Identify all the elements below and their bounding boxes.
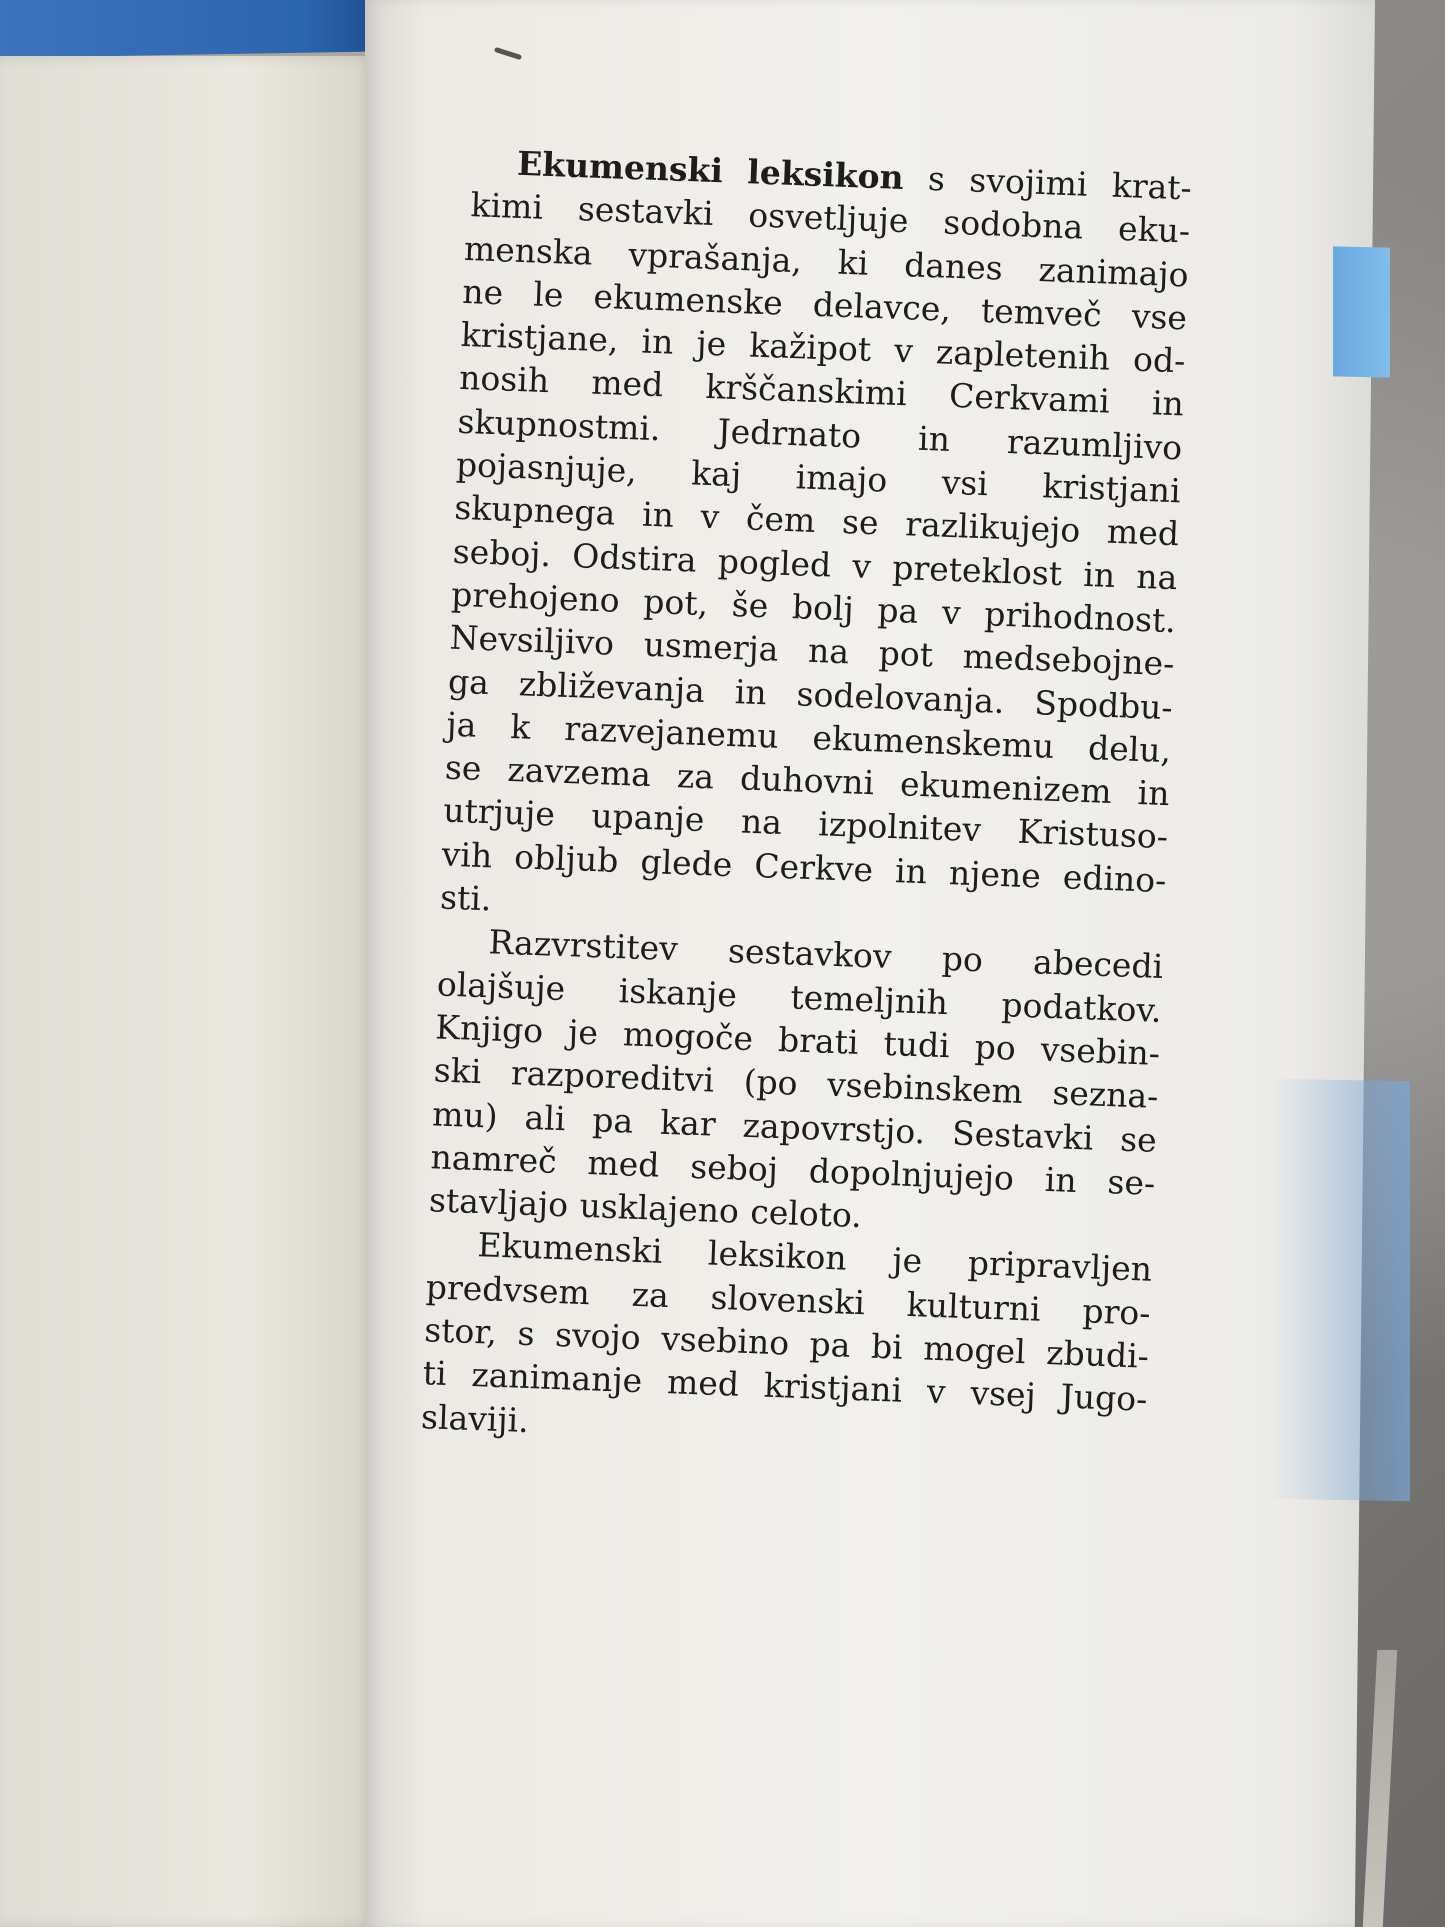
text-word: ekumenskemu — [811, 717, 1055, 766]
text-word: dopolnjujejo — [808, 1151, 1015, 1198]
text-word: k — [509, 706, 532, 747]
text-word: pot — [878, 633, 934, 675]
text-word: med — [666, 1362, 740, 1405]
text-word: Kristuso- — [1016, 812, 1169, 857]
text-word: zbudi- — [1045, 1333, 1150, 1376]
text-word: med — [586, 1142, 661, 1185]
text-word: se- — [1106, 1161, 1156, 1203]
text-word: in — [917, 418, 951, 459]
blue-glow-edge — [1270, 1079, 1410, 1501]
text-word: sezna- — [1051, 1073, 1160, 1117]
text-word: vprašanja, — [627, 234, 803, 280]
paragraph — [428, 919, 1164, 1248]
text-word: bi — [870, 1326, 904, 1367]
paragraph — [420, 1222, 1152, 1465]
text-word: in — [734, 671, 768, 712]
text-word: pripravljen — [967, 1243, 1153, 1290]
text-word: predvsem — [425, 1266, 591, 1312]
text-word: s — [516, 1313, 536, 1354]
text-word: kulturni — [906, 1284, 1042, 1329]
text-word: pot, — [642, 581, 709, 624]
text-word: zanimanje — [470, 1355, 643, 1401]
text-word: krat- — [1111, 165, 1193, 208]
text-word: Jugo- — [1059, 1376, 1148, 1420]
text-word: tudi — [882, 1023, 951, 1066]
text-word: med — [1106, 512, 1180, 554]
page-text — [419, 140, 1192, 1496]
text-word: prihodnost. — [983, 594, 1177, 641]
text-word: seboj. — [452, 531, 552, 574]
text-word: še — [731, 584, 770, 626]
text-word: olajšuje — [436, 964, 566, 1008]
text-word: namreč — [430, 1137, 558, 1181]
text-word: (po — [743, 1061, 799, 1103]
text-word: ekumenske — [592, 276, 784, 323]
text-word: ekumenizem — [899, 764, 1113, 812]
text-word: od- — [1132, 339, 1187, 381]
text-word: ski — [433, 1050, 483, 1092]
text-word: skupnostmi. — [456, 401, 662, 449]
text-word: pa — [876, 590, 919, 631]
text-word: na — [807, 631, 850, 672]
text-word: se — [841, 502, 880, 543]
text-word: Cerkve — [753, 845, 874, 890]
blue-book-edge — [0, 0, 380, 58]
text-word: iskanje — [618, 970, 738, 1015]
text-word: za — [676, 756, 715, 797]
text-word: stor, — [423, 1310, 498, 1352]
text-word: stavljajo — [428, 1180, 569, 1225]
text-word: sestavki — [577, 189, 715, 234]
text-word: upanje — [590, 796, 706, 840]
text-word: in — [1136, 773, 1171, 814]
text-word: se — [1119, 1119, 1158, 1160]
text-word: edino- — [1062, 857, 1168, 900]
text-word: ki — [837, 242, 870, 283]
text-word: duhovni — [739, 758, 875, 803]
text-word: kažipot — [748, 325, 872, 370]
text-word: mu) — [431, 1093, 499, 1136]
text-word: pojasnjuje, — [455, 444, 638, 491]
text-word: obljub — [513, 836, 620, 880]
text-word: izpolnitev — [817, 804, 982, 850]
text-word: in — [641, 495, 675, 536]
book-right-strip — [1363, 1650, 1398, 1927]
text-word: čem — [745, 498, 817, 541]
text-word: pogled — [717, 541, 832, 585]
text-word: njene — [948, 852, 1042, 896]
text-word: Knjigo — [434, 1007, 544, 1051]
text-word: razumljivo — [1006, 421, 1183, 468]
text-word: svojimi — [968, 160, 1089, 204]
text-word: in — [894, 850, 928, 892]
text-word: temeljnih — [789, 977, 949, 1022]
text-word: skupnega — [453, 488, 617, 534]
text-word: sestavkov — [727, 931, 893, 977]
text-word: po — [941, 939, 984, 980]
text-word: zbliževanja — [518, 663, 706, 710]
text-word: pa — [809, 1324, 852, 1365]
text-word: zavzema — [506, 750, 652, 795]
text-word: in — [1151, 383, 1185, 424]
text-word: celoto. — [749, 1192, 863, 1236]
text-word: ga — [447, 661, 490, 702]
text-word: pa — [591, 1099, 634, 1141]
text-word: na — [1135, 556, 1179, 597]
text-word: vsebino — [660, 1318, 790, 1363]
text-word: vsi — [941, 462, 989, 504]
text-word: danes — [903, 244, 1004, 288]
text-word: podatkov. — [1000, 984, 1163, 1030]
text-word: vse — [1131, 296, 1188, 338]
text-word: eku- — [1117, 209, 1191, 251]
bold-title-word: leksikon — [746, 152, 905, 197]
text-word: v — [699, 497, 721, 537]
text-word: Nevsiljivo — [449, 617, 615, 663]
text-word: utrjuje — [442, 791, 556, 835]
text-word: slaviji. — [420, 1396, 530, 1440]
text-word: in — [640, 321, 675, 362]
text-word: imajo — [795, 457, 889, 500]
text-word: Ekumenski — [476, 1225, 664, 1272]
text-word: usklajeno — [578, 1185, 740, 1231]
text-word: le — [532, 274, 565, 315]
text-word: zapovrstjo. — [741, 1105, 926, 1151]
text-word: se — [444, 747, 483, 789]
text-word: Jedrnato — [716, 411, 862, 456]
text-word: osvetljuje — [747, 195, 910, 241]
text-word: razvejanemu — [563, 708, 780, 756]
text-word: Sestavki — [951, 1112, 1095, 1158]
text-word: ja — [445, 704, 478, 745]
text-word: je — [567, 1012, 599, 1053]
text-word: kristjani — [1041, 466, 1182, 511]
text-word: v — [893, 330, 914, 371]
text-word: abecedi — [1032, 942, 1164, 987]
left-page — [0, 56, 375, 1927]
text-word: Cerkvami — [948, 376, 1111, 422]
text-word: temveč — [980, 290, 1103, 335]
text-word: leksikon — [707, 1233, 848, 1279]
text-word: zapletenih — [935, 332, 1111, 378]
text-word: vih — [441, 834, 493, 876]
text-word: razporeditvi — [510, 1053, 715, 1100]
text-word: menska — [463, 228, 594, 273]
text-word: kristjani — [763, 1366, 903, 1411]
text-word: pro- — [1081, 1291, 1152, 1333]
text-word: med — [590, 363, 664, 405]
text-word: zanimajo — [1037, 249, 1190, 295]
text-word: kar — [659, 1102, 717, 1144]
text-word: ali — [523, 1097, 567, 1138]
text-word: v — [851, 546, 872, 586]
text-word: razlikujejo — [904, 504, 1082, 551]
text-word: za — [631, 1274, 670, 1315]
text-word: vsebinskem — [826, 1065, 1024, 1112]
text-word: usmerja — [643, 625, 780, 669]
text-word: slovenski — [710, 1277, 866, 1323]
text-word: na — [740, 801, 783, 843]
text-word: sodelovanja. — [796, 673, 1006, 721]
text-word: je — [695, 323, 727, 364]
text-word: kristjane, — [460, 315, 620, 360]
text-word: po — [974, 1027, 1017, 1068]
bold-title-word: Ekumenski — [516, 143, 724, 191]
text-word: delu, — [1087, 728, 1172, 771]
text-word: v — [941, 592, 962, 633]
text-word: in — [1082, 554, 1116, 595]
text-word: preteklost — [891, 547, 1063, 593]
text-word: Spodbu- — [1033, 682, 1174, 727]
text-word: Odstira — [571, 535, 698, 580]
text-word: brati — [777, 1019, 860, 1062]
text-word: nosih — [458, 358, 550, 401]
text-word: delavce, — [812, 284, 952, 329]
text-word: krščanskimi — [704, 367, 908, 414]
text-word: je — [891, 1240, 923, 1281]
text-word: kaj — [690, 453, 742, 495]
text-word: mogoče — [622, 1014, 754, 1058]
text-word: medsebojne- — [962, 636, 1175, 684]
text-word: ti — [422, 1353, 448, 1394]
text-word: sodobna — [942, 202, 1084, 247]
paragraph — [439, 140, 1192, 945]
text-word: vsebin- — [1040, 1029, 1161, 1073]
text-word: vsej — [969, 1373, 1037, 1415]
text-word: in — [1044, 1159, 1078, 1200]
text-word: v — [926, 1371, 947, 1412]
blue-tab-edge — [1333, 246, 1390, 377]
text-word: mogel — [922, 1328, 1027, 1372]
text-word: prehojeno — [450, 574, 621, 620]
text-word: glede — [639, 841, 734, 884]
text-word: sti. — [439, 877, 493, 919]
text-word: Razvrstitev — [487, 922, 679, 969]
text-word: bolj — [791, 587, 855, 629]
text-word: seboj — [689, 1146, 779, 1189]
text-word: kimi — [469, 185, 544, 228]
text-word: ne — [461, 271, 504, 313]
text-word: s — [927, 158, 946, 199]
text-word: svojo — [554, 1315, 642, 1358]
